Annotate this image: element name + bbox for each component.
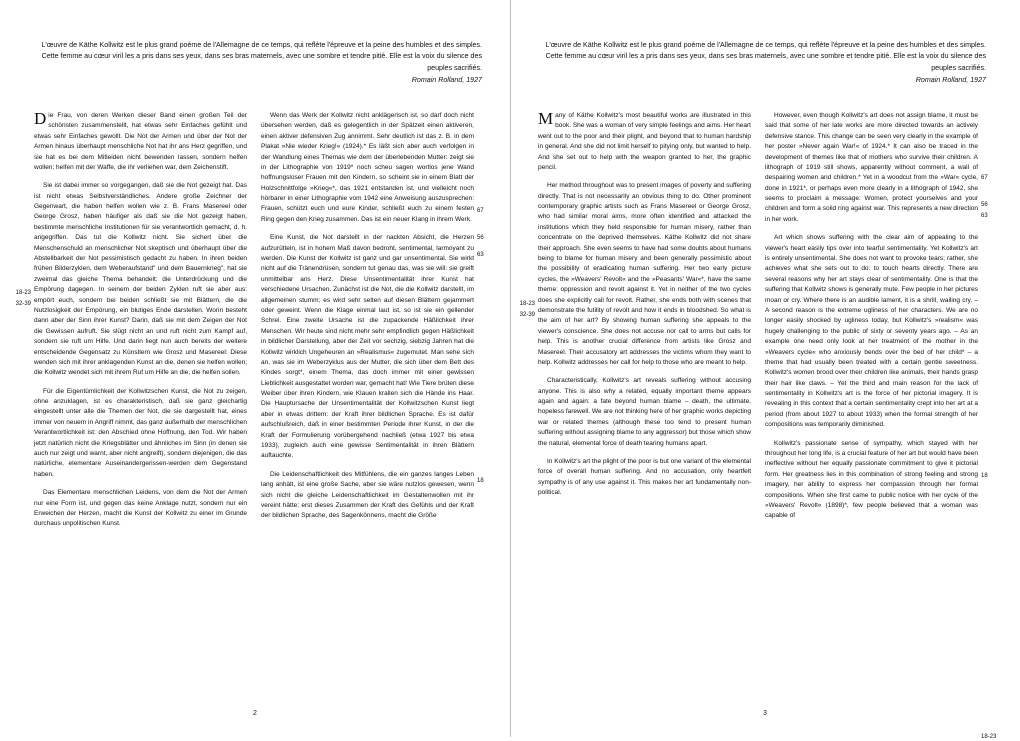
paragraph: In Kollwitz's art the plight of the poor is but one variant of the elemental force of overall human suffering. And no accusation, only heartfelt sympathy is of any use against it. This makes her art fundamentally non-political.: [538, 458, 751, 497]
paragraph: Many of Käthe Kollwitz's most beautiful works are illustrated in this book. She was a woman of very simple feelings and aims. Her heart went out to the poor and their plight, and beyond that to human hardship in general. And she did not limit herself to pitying only, but wanted to help. And she set out to help with the weapon granted to her, the graphic pencil.: [538, 108, 751, 171]
epigraph-text: L'œuvre de Käthe Kollwitz est le plus grand poème de l'Allemagne de ce temps, qui reflète l'épreuve et la peine des humbles et des simples. Cette femme au cœur viril les a pris dans ses yeux, dans ses bras maternels, avec une sombre et tendre pitié. Elle est la voix du silence des peuples sacrifiés.: [41, 41, 482, 72]
columns-right: [519, 108, 997, 740]
page-right: [510, 0, 1020, 740]
epigraph-text: L'œuvre de Käthe Kollwitz est le plus grand poème de l'Allemagne de ce temps, qui reflète l'épreuve et la peine des humbles et des simples. Cette femme au cœur viril les a pris dans ses yeux, dans ses bras maternels, avec une sombre et tendre pitié. Elle est la voix du silence des peuples sacrifiés.: [545, 41, 986, 72]
margin-ref: 32-39: [15, 300, 31, 307]
paragraph: Kollwitz's passionate sense of sympathy, which stayed with her throughout her long life, is a crucial feature of her art but would have been ineffective without her equally passionate commitment to give it pictorial form. Her greatness lies in this combination of strong feeling and strong imagery, her ability to express her compassion through her formal compositions. When she first came to public notice with her cycle of the »Weavers' Revolt« (1898)*, few people believed that a woman was capable of: [765, 439, 978, 520]
paragraph: Für die Eigentümlichkeit der Kollwitzschen Kunst, die Not zu zeigen, ohne anzuklagen, ist es charakteristisch, daß sie ganz gleichartig eingestellt unter alle die Themen der Not, die sie dargestellt hat, eines immer von neuem in Angriff nimmt, das ganz außerhalb der menschlichen Verantwortlichkeit ist: den Abschied ohne Hoffnung, den Tod. Wir haben jetzt natürlich nicht die Kriegsblätter und ähnliches im Sinn (in denen sie auch nur zeigt und warnt, aber nicht angreift), sondern diejenigen, die das natürliche, elementare Auseinandergerissen-werden dem Gegenstand haben.: [34, 387, 247, 478]
epigraph-right: [538, 40, 986, 87]
page-number-left: 2: [253, 710, 257, 717]
epigraph-signature: Romain Rolland, 1927: [411, 76, 482, 85]
paragraph: Eine Kunst, die Not darstellt in der nackten Absicht, die Herzen aufzurütteln, ist in hohem Maß davon bedroht, sentimental, larmoyant zu werden. Die Kunst der Kollwitz ist ganz und gar unsentimental. Sie wirkt nicht auf die Tränendrüsen, sondern tut genau das, was sie will: sie greift unmittelbar ans Herz. Diese Unsentimentalität ihrer Kunst hat verschiedene Ursachen. Zunächst ist die Not, die die Kollwitz darstellt, im allgemeinen stumm; es wird sehr selten auf diesen Blättern gejammert oder geweint. Wenn die Klage einmal laut ist, so ist sie ein gellender Schrei. Eine zweite Ursache ist die zupackende Häßlichkeit ihrer Menschen. Wir heute sind nicht mehr sehr empfindlich gegen Häßlichkeit in bildlicher Darstellung, aber der Zeit vor sechzig, siebzig Jahren hat die Kollwitz wirklich Ungeheuren an »Realismus« zugemutet. Man sehe sich an, was sie im Weberzyklus aus der Mutter, die sich über dem Bett des Kindes sorgt*, einem Thema, das doch immer mit einer gewissen Lieblichkeit ausgestattet worden war, gemacht hat! Wie Tiere brüten diese Weiber über ihren Kindern, wie Klauen krallen sich die Hände ins Haar. Die Hauptursache der Unsentimentalität der Kollwitzschen Kunst liegt aber in etwas drittem: der Kraft ihrer bildlichen Sprache. Es ist dafür aufschlußreich, daß in einer bestimmten Periode ihrer Kunst, in der die Kraft der Formulierung vorübergehend nachließ (etwa 1927 bis etwa 1933), zugleich auch eine gewisse Sentimentalität in ihren Blättern auftauchte.: [261, 234, 474, 460]
column-right-2: [765, 111, 997, 740]
page-number-right: 3: [763, 710, 767, 717]
margin-ref: 67: [477, 207, 484, 214]
paragraph: Art which shows suffering with the clear aim of appealing to the viewer's heart easily tips over into tearful sentimentality. Yet Kollwitz's art is entirely unsentimental. She does not want to provoke tears; rather, she achieves what she sets out to do: to touch hearts directly. There are several reasons why her art stays clear of sentimentality. One is that the suffering that Kollwitz shows is generally mute. Few people in her pictures moan or cry. Where there is an audible lament, it is a shrill, wailing cry. – A second reason is the extreme ugliness of her characters. We are no longer easily shocked by ugliness today, but Kollwitz's »realism« was hugely challenging to the public of sixty or seventy years ago. – As an example one need only look at her treatment of the mother in the »Weavers cycle« who anxiously bends over the bed of her child* – a theme that had usually been treated with a certain gentle sweetness. Kollwitz's women brood over their children like animals, their hands grasp their hair like claws. – Yet the third and main reason for the lack of sentimentality in Kollwitz's art is the force of her pictorial imagery. It is revealing in this context that a certain sentimentality crept into her art at a period (from about 1927 to about 1933) when the formal strength of her compositions was temporarily diminished.: [765, 234, 978, 429]
columns-left: [15, 108, 484, 538]
column-left-1: [15, 108, 247, 538]
margin-ref: 56: [477, 234, 484, 241]
paragraph: Wenn das Werk der Kollwitz nicht anklägerisch ist, so darf doch nicht übersehen werden, daß es gelegentlich in der Spätzeit einen aktiveren, einen aktiver defensiven Zug annimmt. Sehr deutlich ist das z. B. in dem Plakat »Nie wieder Krieg!« (1924).* Es läßt sich aber auch verfolgen in der Wandlung eines Themas wie dem der überlebenden Mutter: zeigt sie in der Lithographie von 1919* noch scheu sagen wortlos jene Wand hoffnungsloser Frauen mit den Kindern, so scheint sie in einem Blatt der Holzschnittfolge »Krieg«*, das 1921 entstanden ist, und vielleicht noch hörbarer in einer Lithographie vom 1942 eine Anweisung auszusprechen: Frauen, schützt euch und eure Kinder, schließt euch zu einem festen Ring gegen den Krieg zusammen. Das ist ein neuer Klang in ihrem Werk.: [261, 111, 474, 223]
paragraph: Die Frau, von deren Werken dieser Band einen großen Teil der schönsten zusammenstellt, hat etwas sehr Einfaches gefühlt und etwas sehr Einfaches gewollt. Die Not der Armen und über der Not der Armen hinaus überhaupt menschliche Not hat ihr ans Herz gegriffen, und sie hat es bei dem Mitleiden nicht bewenden lassen, sondern helfen wollen; helfen mit der Waffe, die ihr verliehen war, dem Zeichenstift.: [34, 108, 247, 171]
margin-ref: 56: [981, 201, 988, 208]
paragraph: Her method throughout was to present images of poverty and suffering directly. That is not necessarily an obvious thing to do. Other prominent contemporary graphic artists such as Frans Masereel or George Grosz, who had similar moral aims, more often identified and attacked the institutions which they held responsible for human misery, rather than concentrate on the deprived themselves. Käthe Kollwitz did not share their approach. She even seems to have had some doubts about humans being to blame for human misery and been generally pessimistic about the possibility of eradicating human suffering. Her two early picture cycles, the »Weavers' Revolt« and the »Peasants' War«*, have the same theme: oppression and revolt against it. Yet in neither of the two cycles does she explicitly call for revolt. Rather, she ends both with scenes that demonstrate the futility of revolt and how it ends in bloodshed. So what is the aim of her art? By showing human suffering she appeals to the viewer's conscience. She does not accuse nor call to arms but calls for help. This is another crucial difference from artists like Grosz and Masereel. Their accusatory art addresses the victims whom they want to help. Kollwitz addresses her call for help to those who are meant to help.: [538, 182, 751, 366]
paragraph: Characteristically, Kollwitz's art reveals suffering without accusing anyone. This is also why a related, equally important theme appears again and again: a fate beyond human blame – death, the ultimate, hopeless farewell. We are not thinking here of her graphic works depicting war or related themes (although these too tend to present human suffering without assigning blame to any aggressor) but those which show the natural, elemental force of death tearing humans apart.: [538, 377, 751, 447]
margin-ref: 18: [981, 472, 988, 479]
margin-ref: 18: [477, 477, 484, 484]
margin-ref: 32-39: [519, 311, 535, 318]
margin-ref: 18-23: [15, 289, 31, 296]
paragraph: However, even though Kollwitz's art does not assign blame, it must be said that some of her late works are more directed towards an actively defensive stance. This change can be seen very clearly in the example of her poster »Never again War!« of 1924.* It can also be traced in the development of themes like that of mothers who survive their children. A lithograph of 1919 still shows, apparently without comment, a wall of despairing women and children.* Yet in a woodcut from the »War« cycle, done in 1921*, or perhaps even more clearly in a lithograph of 1942, she seems to proclaim a message: Women, protect yourselves and your children and form a solid ring against war. This represents a new direction in her work.: [765, 111, 978, 223]
margin-ref: 18-23: [519, 300, 535, 307]
column-right-1: [519, 108, 751, 530]
paragraph: Sie ist dabei immer so vorgegangen, daß sie die Not gezeigt hat. Das ist nicht etwas Selbstverständliches. Andere große Zeichner der Gegenwart, die haben helfen wollen wie z. B. Frans Masereel oder George Grosz, haben häufiger als daß sie die Not gezeigt haben, bestimmte menschliche Institutionen für sie verantwortlich gemacht, d. h. angegriffen. Das tut die Kollwitz nicht. Sie sichert über die Menschenschuld an menschlicher Not skeptisch und überhaupt über die Abstellbarkeit der Not pessimistisch gedacht zu haben. In ihren beiden frühen Bilderzyklen, dem Weberaufstand" und dem Bauernkrieg", hat sie zweimal das gleiche Thema behandelt: die Unterdrückung und die Empörung dagegen. In seinem der beiden Zyklen ruft sie aber aus: empört euch, sondern bei beiden schließt sie mit Blättern, die die Nutzlosigkeit der Empörung, ein blutiges Ende darstellen. Worin besteht dann aber der Sinn ihrer Kunst? Darin, daß sie mit dem Zeigen der Not die Gewissen aufruft. Sie slügt nicht an und ruft nicht zum Kampf auf, sondern sie ruft um Hilfe. Und darin liegt nun auch bereits der weitere entscheidende Gegensatz zu Künstlern wie Grosz und Masereel: Diese wenden sich mit ihrer anklagenden Kunst an die, denen sie helfen wollen; die Kollwitz wendet sich mit ihrem Ruf um Hilfe an die, die helfen sollen.: [34, 182, 247, 377]
margin-ref: 63: [477, 251, 484, 258]
margin-ref: 63: [981, 212, 988, 219]
paragraph: Die Leidenschaftlichkeit des Mitfühlens, die ein ganzes langes Leben lang anhält, ist eine große Sache, aber sie wäre nutzlos gewesen, wenn sich nicht die gleiche Leidenschaftlichkeit im Gestaltenwollen mit ihr vereint hätte; erst dieses Zusammen der Kraft des Gefühls und der Kraft der bildlichen Sprache, des Sagenkönnens, macht die Größe: [261, 470, 474, 520]
epigraph-signature: Romain Rolland, 1927: [915, 76, 986, 85]
page-left: [0, 0, 510, 737]
epigraph-left: [34, 40, 482, 87]
paragraph: Das Elementare menschlichen Leidens, von dem die Not der Armen nur eine Form ist, und gegen das keine Anklage nutzt, sondern nur ein Erweichen der Herzen, macht die Kunst der Kollwitz zu einer im Grunde durchaus unpolitischen Kunst.: [34, 489, 247, 528]
margin-ref: 67: [981, 174, 988, 181]
margin-ref: 18-23: [981, 733, 997, 740]
column-left-2: [261, 111, 484, 538]
